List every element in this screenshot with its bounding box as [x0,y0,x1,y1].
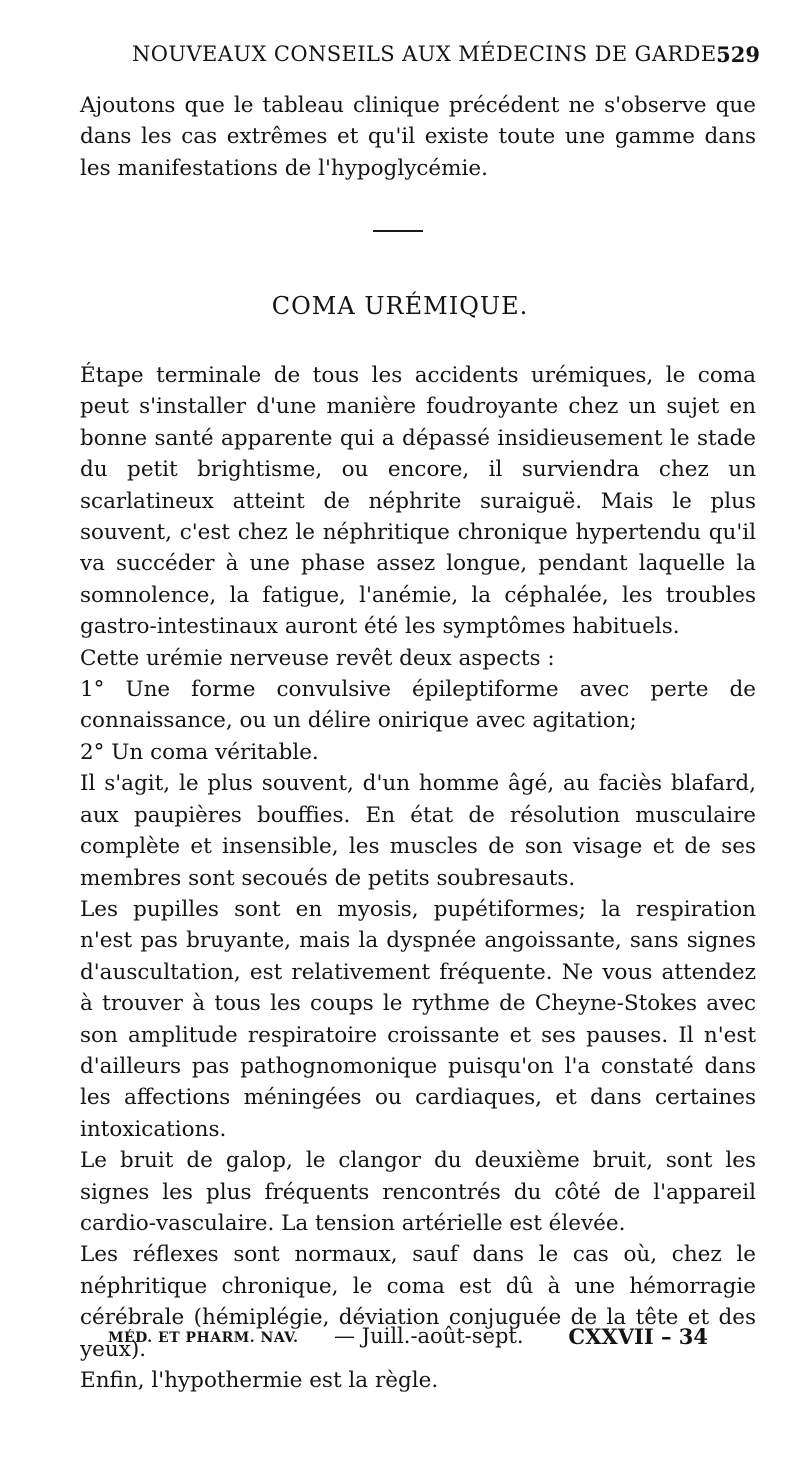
running-head [80,42,760,74]
list-item: 2° Un coma véritable. [80,739,319,765]
body-paragraph: Étape terminale de tous les accidents urémiques, le coma peut s'installer d'une manière foudroyante chez un sujet en bonne santé apparente qui a dépassé insidieusement le stade du petit brightisme, ou encore, il surviendra chez un scarlatineux atteint de néphrite suraiguë. Mais le plus souvent, c'est chez le néphritique chronique hypertendu qu'il va succéder à une phase assez longue, pendant laquelle la somnolence, la fatigue, l'anémie, la céphalée, les troubles gastro-intestinaux auront été les symptômes habituels. [80,363,756,640]
body-paragraph: Il s'agit, le plus souvent, d'un homme âgé, au faciès blafard, aux paupières bouffies. En état de résolution musculaire complète et insensible, les muscles de son visage et de ses membres sont secoués de petits soubresauts. [80,771,756,891]
intro-block [80,90,756,184]
list-item: 1° Une forme convulsive épileptiforme avec perte de connaissance, ou un délire onirique avec agitation; [80,677,756,734]
intro-paragraph: Ajoutons que le tableau clinique précédent ne s'observe que dans les cas extrêmes et qu'il existe toute une gamme dans les manifestations de l'hypoglycémie. [80,93,756,181]
body-paragraph: Cette urémie nerveuse revêt deux aspects : [80,645,555,671]
footer-journal: MÉD. ET PHARM. NAV. [108,1330,299,1346]
section-body [80,360,756,1396]
body-paragraph: Les pupilles sont en myosis, pupétiformes; la respiration n'est pas bruyante, mais la dyspnée angoissante, sans signes d'auscultation, est relativement fréquente. Ne vous attendez à trouver à tous les coups le rythme de Cheyne-Stokes avec son amplitude respiratoire croissante et ses pauses. Il n'est d'ailleurs pas pathognomonique puisqu'on l'a constaté dans les affections méningées ou cardiaques, et dans certaines intoxications. [80,896,756,1142]
body-paragraph: Enfin, l'hypothermie est la règle. [80,1368,439,1393]
footer-dates: — Juill.-août-sept. [334,1324,524,1348]
section-heading: COMA URÉMIQUE. [271,292,529,320]
page-number: 529 [716,42,760,67]
section-separator [373,230,423,232]
body-paragraph: Le bruit de galop, le clangor du deuxième bruit, sont les signes les plus fréquents rencontrés du côté de l'appareil cardio-vasculaire. La tension artérielle est élevée. [80,1148,756,1236]
running-head-title: NOUVEAUX CONSEILS AUX MÉDECINS DE GARDE. [132,42,724,66]
body-paragraph: Les réflexes sont normaux, sauf dans le cas où, chez le néphritique chronique, le coma est dû à une hémorragie cérébrale (hémiplégie, déviation conjuguée de la tête et des yeux). [80,1242,756,1362]
page-footer [108,1324,708,1354]
footer-volume: CXXVII – 34 [568,1324,708,1349]
